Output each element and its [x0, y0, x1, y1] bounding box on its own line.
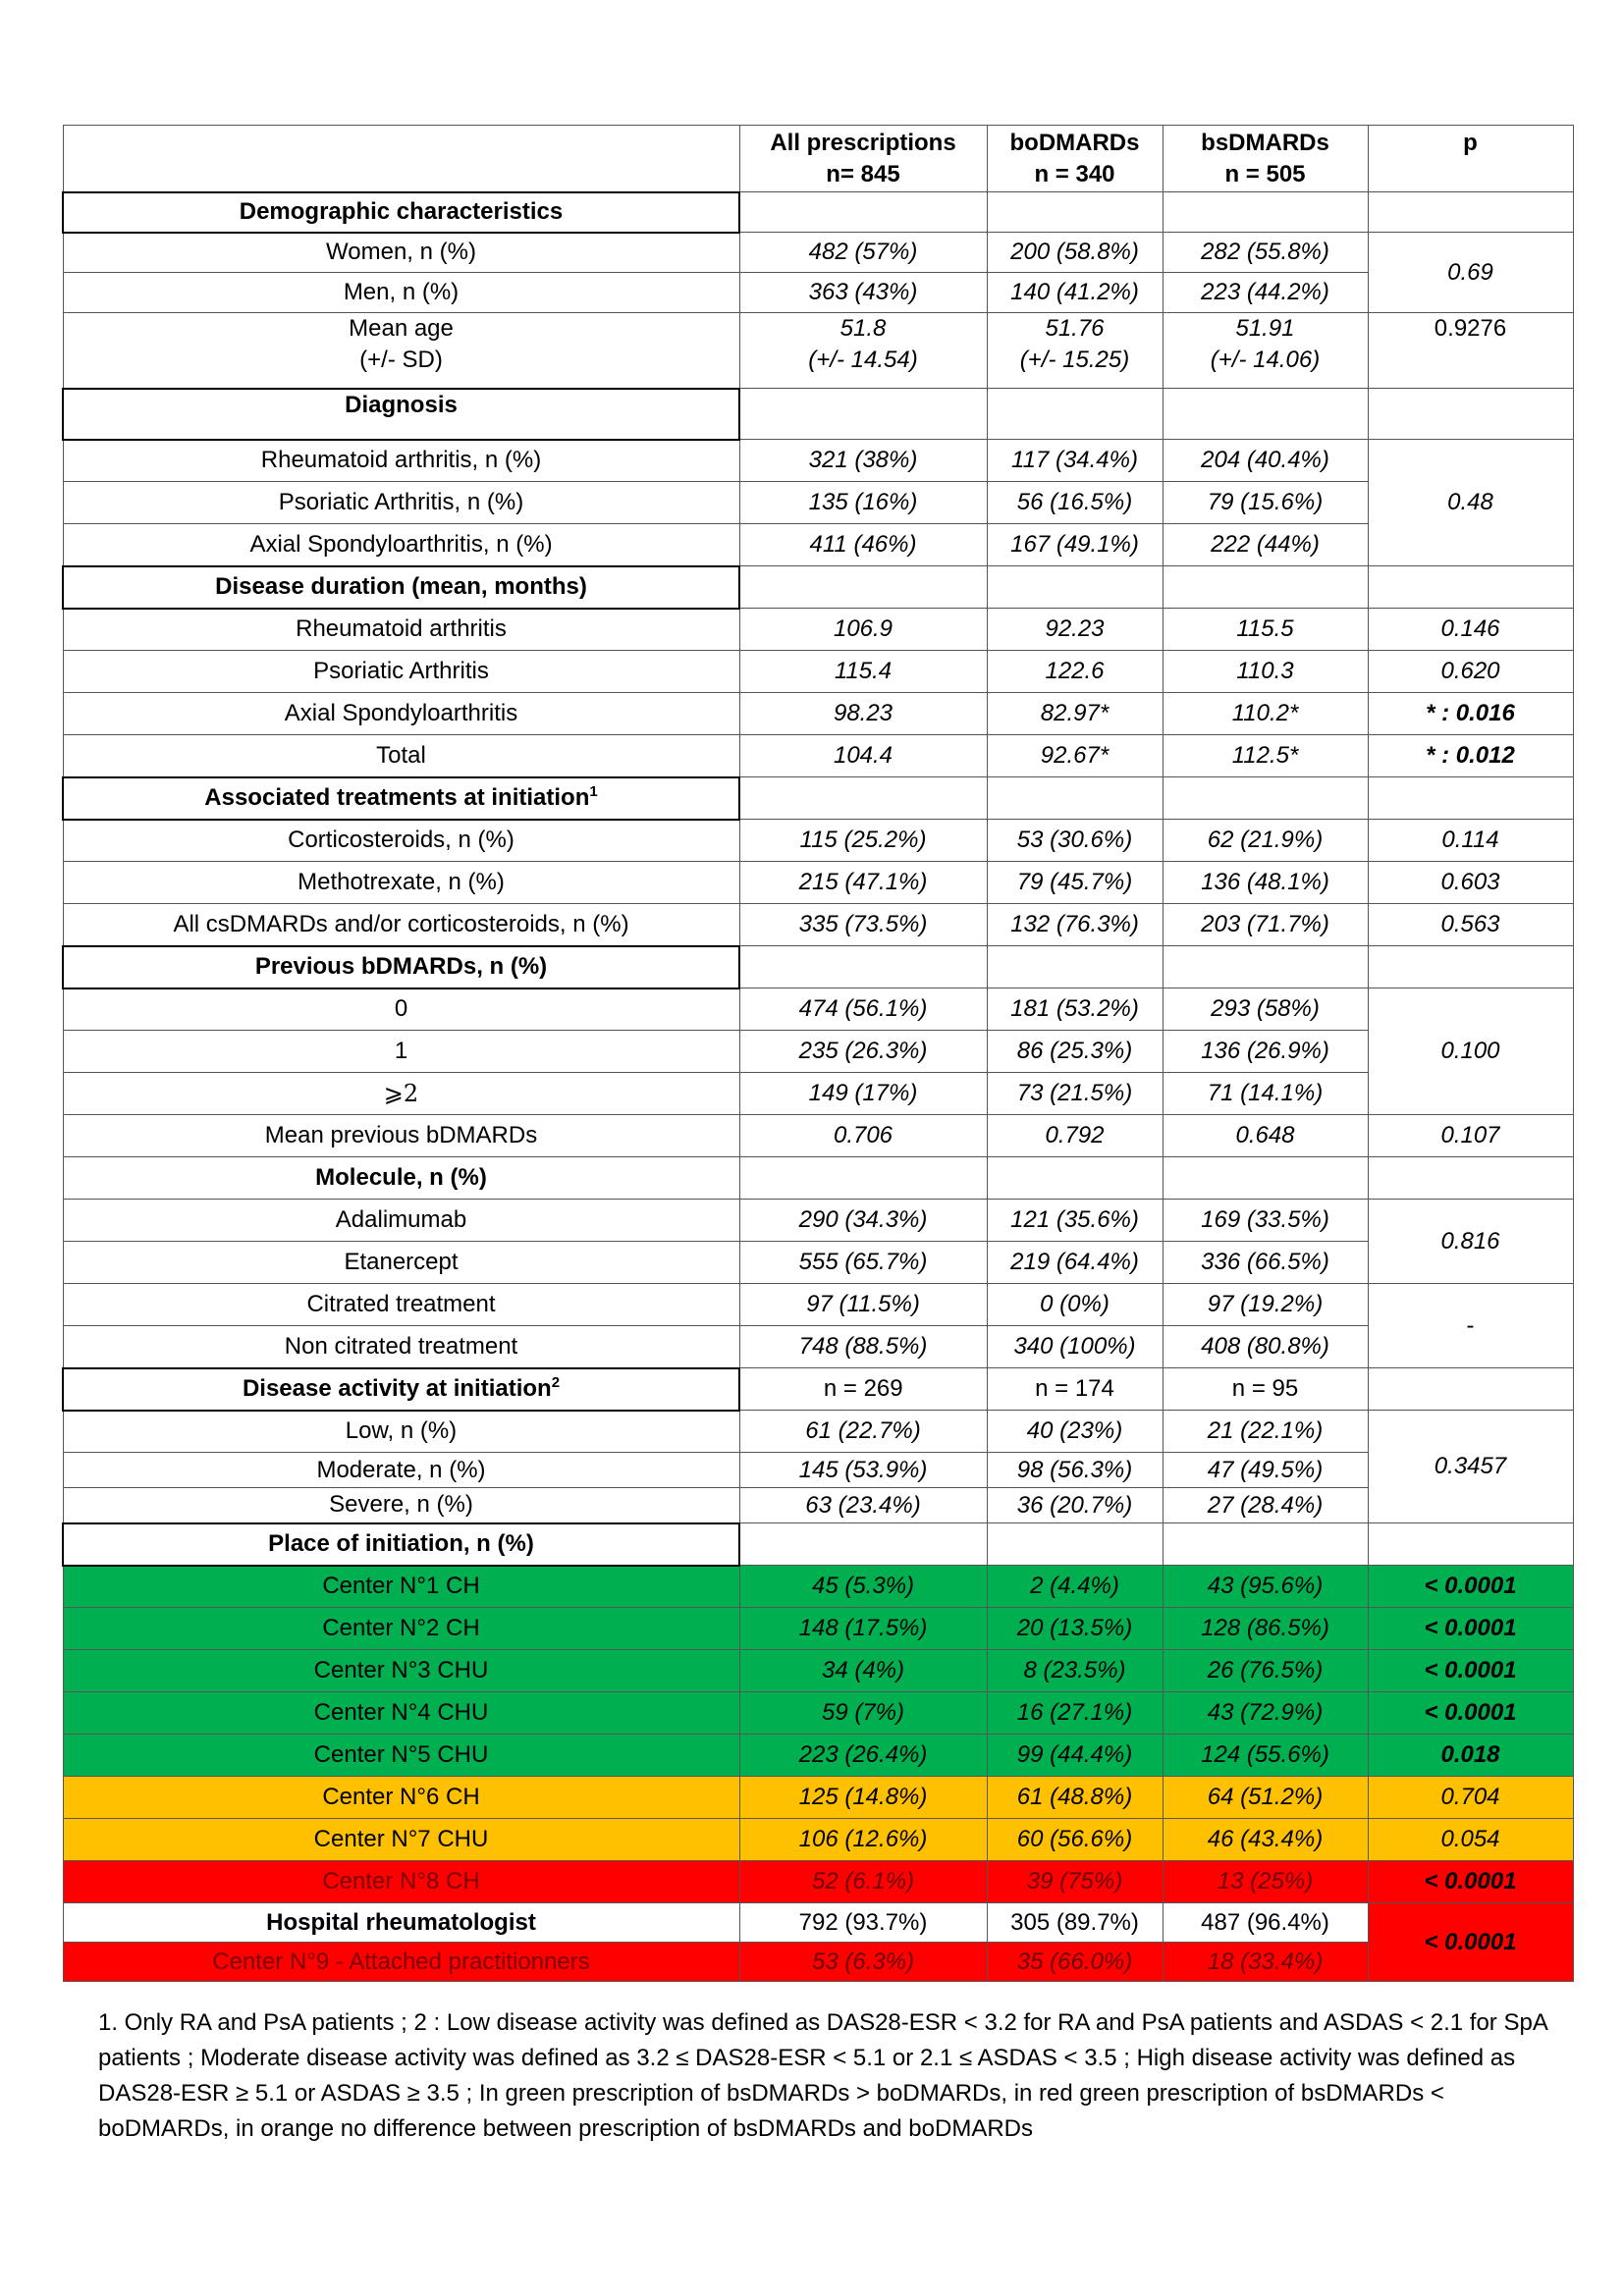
header-bo: boDMARDs n = 340 [987, 126, 1163, 192]
table-row: Axial Spondyloarthritis 98.23 82.97* 110.2* * : 0.016 [63, 693, 1573, 735]
table-row: Women, n (%) 482 (57%) 200 (58.8%) 282 (55.8%) 0.69 [63, 233, 1573, 273]
table-row: Citrated treatment 97 (11.5%) 0 (0%) 97 (19.2%) - [63, 1284, 1573, 1326]
section-demographics: Demographic characteristics [63, 192, 739, 233]
table-row: Men, n (%) 363 (43%) 140 (41.2%) 223 (44.2%) [63, 273, 1573, 313]
table-row: Center N°6 CH 125 (14.8%) 61 (48.8%) 64 (51.2%) 0.704 [63, 1777, 1573, 1819]
table-row: Mean age (+/- SD) 51.8 (+/- 14.54) 51.76 (+/- 15.25) 51.91 (+/- 14.06) 0.9276 [63, 313, 1573, 389]
table-row: Low, n (%) 61 (22.7%) 40 (23%) 21 (22.1%) 0.3457 [63, 1411, 1573, 1453]
table-row: Total 104.4 92.67* 112.5* * : 0.012 [63, 735, 1573, 777]
table-row: Severe, n (%) 63 (23.4%) 36 (20.7%) 27 (28.4%) [63, 1488, 1573, 1523]
table-row: Psoriatic Arthritis 115.4 122.6 110.3 0.620 [63, 651, 1573, 693]
table-row: Center N°3 CHU 34 (4%) 8 (23.5%) 26 (76.5%) < 0.0001 [63, 1650, 1573, 1692]
table-row: Center N°5 CHU 223 (26.4%) 99 (44.4%) 124 (55.6%) 0.018 [63, 1735, 1573, 1777]
table-row: Mean previous bDMARDs 0.706 0.792 0.648 0.107 [63, 1115, 1573, 1157]
section-associated: Associated treatments at initiation$^1$ [63, 777, 739, 820]
table-row: Corticosteroids, n (%) 115 (25.2%) 53 (30.6%) 62 (21.9%) 0.114 [63, 820, 1573, 862]
table-row: Non citrated treatment 748 (88.5%) 340 (100%) 408 (80.8%) [63, 1326, 1573, 1368]
section-duration: Disease duration (mean, months) [63, 566, 739, 609]
header-p: p [1368, 126, 1573, 192]
table-row: Rheumatoid arthritis 106.9 92.23 115.5 0.146 [63, 609, 1573, 651]
header-all: All prescriptions n= 845 [739, 126, 987, 192]
section-previous: Previous bDMARDs, n (%) [63, 946, 739, 988]
table-row: All csDMARDs and/or corticosteroids, n (%) 335 (73.5%) 132 (76.3%) 203 (71.7%) 0.563 [63, 904, 1573, 946]
section-diagnosis: Diagnosis [63, 389, 739, 440]
table-row: Hospital rheumatologist 792 (93.7%) 305 (89.7%) 487 (96.4%) < 0.0001 [63, 1903, 1573, 1943]
header-row [63, 126, 1573, 192]
table-row: ⩾2 149 (17%) 73 (21.5%) 71 (14.1%) [63, 1073, 1573, 1115]
table-row: Center N°7 CHU 106 (12.6%) 60 (56.6%) 46 (43.4%) 0.054 [63, 1819, 1573, 1861]
table-row: Center N°2 CH 148 (17.5%) 20 (13.5%) 128 (86.5%) < 0.0001 [63, 1608, 1573, 1650]
table-row: Methotrexate, n (%) 215 (47.1%) 79 (45.7%) 136 (48.1%) 0.603 [63, 862, 1573, 904]
table-row: 0 474 (56.1%) 181 (53.2%) 293 (58%) 0.100 [63, 988, 1573, 1031]
section-activity: Disease activity at initiation$^2$ [63, 1368, 739, 1411]
section-molecule: Molecule, n (%) [63, 1157, 739, 1200]
header-blank [63, 126, 739, 192]
table-row: Rheumatoid arthritis, n (%) 321 (38%) 117 (34.4%) 204 (40.4%) 0.48 [63, 440, 1573, 482]
table-row: Center N°9 - Attached practitionners 53 (6.3%) 35 (66.0%) 18 (33.4%) [63, 1943, 1573, 1982]
table-row: Center N°1 CH 45 (5.3%) 2 (4.4%) 43 (95.6%) < 0.0001 [63, 1566, 1573, 1608]
table-row: Moderate, n (%) 145 (53.9%) 98 (56.3%) 47 (49.5%) [63, 1453, 1573, 1488]
table-footnote: 1. Only RA and PsA patients ; 2 : Low disease activity was defined as DAS28-ESR < 3.2 for RA and PsA patients and ASDAS < 2.1 for SpA patients ; Moderate disease activity was defined as 3.2 ≤ DAS28-ESR < 5.1 or 2.1 ≤ ASDAS < 3.5 ; High disease activity was defined as DAS28-ESR ≥ 5.1 or ASDAS ≥ 3.5 ; In green prescription of bsDMARDs > boDMARDs, in red green prescription of bsDMARDs < boDMARDs, in orange no difference between prescription of bsDMARDs and boDMARDs [98, 2009, 1547, 2142]
table-row: 1 235 (26.3%) 86 (25.3%) 136 (26.9%) [63, 1031, 1573, 1073]
results-table: All prescriptions n= 845 boDMARDs n = 340 bsDMARDs n = 505 p Demographic characteristics Women, n (%) 482 (57%) 200 (58.8%) 282 (55.8%) 0.69 Men, n (%) 363 (43%) 140 (41.2%) 223 (44.2%) Mean age (+/- SD) 51.8 (+/- 14.54) 51.76 (+/- 15.25) 51.91 (+/- 14.06) 0.9276 Diagnosis Rheumatoid arthritis, n (%) 321 (38%) 117 (34.4%) 204 (40.4%) 0.48 Psoriatic Arthritis, n (%) 135 (16%) 56 (16.5%) 79 (15.6%) Axial Spondyloarthritis, n (%) 411 (46%) 167 (49.1%) 222 (44%) Disease duration (mean, months) Rheumatoid arthritis 106.9 92.23 115.5 0.146 Psoriatic Arthritis 115.4 122.6 110.3 0.620 Axial Spondyloarthritis 98.23 82.97* 110.2* * : 0.016 Total 104.4 92.67* 112.5* * : 0.012 Associated treatments at initiation$^1$ Corticosteroids, n (%) 115 (25.2%) 53 (30.6%) 62 (21.9%) 0.114 Methotrexate, n (%) 215 (47.1%) 79 (45.7%) 136 (48.1%) 0.603 All csDMARDs and/or corticosteroids, n (%) 335 (73.5%) 132 (76.3%) 203 (71.7%) 0.563 Previous bDMARDs, n (%) 0 474 (56.1%) 181 (53.2%) 293 (58%) 0.100 1 235 (26.3%) 86 (25.3%) 136 (26.9%) ⩾2 149 (17%) 73 (21.5%) 71 (14.1%) Mean previous bDMARDs 0.706 0.792 0.648 0.107 Molecule, n (%) Adalimumab 290 (34.3%) 121 (35.6%) 169 (33.5%) 0.816 Etanercept 555 (65.7%) 219 (64.4%) 336 (66.5%) Citrated treatment 97 (11.5%) 0 (0%) 97 (19.2%) - Non citrated treatment 748 (88.5%) 340 (100%) 408 (80.8%) Disease activity at initiation$^2$ n = 269 n = 174 n = 95 Low, n (%) 61 (22.7%) 40 (23%) 21 (22.1%) 0.3457 Moderate, n (%) 145 (53.9%) 98 (56.3%) 47 (49.5%) Severe, n (%) 63 (23.4%) 36 (20.7%) 27 (28.4%) Place of initiation, n (%) Center N°1 CH 45 (5.3%) 2 (4.4%) 43 (95.6%) < 0.0001 Center N°2 CH 148 (17.5%) 20 (13.5%) 128 (86.5%) < 0.0001 Center N°3 CHU 34 (4%) 8 (23.5%) 26 (76.5%) < 0.0001 Center N°4 CHU 59 (7%) 16 (27.1%) 43 (72.9%) < 0.0001 Center N°5 CHU 223 (26.4%) 99 (44.4%) 124 (55.6%) 0.018 Center N°6 CH 125 (14.8%) 61 (48.8%) 64 (51.2%) 0.704 Center N°7 CHU 106 (12.6%) 60 (56.6%) 46 (43.4%) 0.054 Center N°8 CH 52 (6.1%) 39 (75%) 13 (25%) < 0.0001 Hospital rheumatologist 792 (93.7%) 305 (89.7%) 487 (96.4%) < 0.0001 Center N°9 - Attached practitionners 53 (6.3%) 35 (66.0%) 18 (33.4%) [62, 125, 1574, 1982]
table-row: Adalimumab 290 (34.3%) 121 (35.6%) 169 (33.5%) 0.816 [63, 1200, 1573, 1242]
table-row: Psoriatic Arthritis, n (%) 135 (16%) 56 (16.5%) 79 (15.6%) [63, 482, 1573, 524]
header-bs: bsDMARDs n = 505 [1163, 126, 1368, 192]
table-row: Center N°8 CH 52 (6.1%) 39 (75%) 13 (25%) < 0.0001 [63, 1861, 1573, 1903]
table-row: Axial Spondyloarthritis, n (%) 411 (46%) 167 (49.1%) 222 (44%) [63, 524, 1573, 566]
table-row: Etanercept 555 (65.7%) 219 (64.4%) 336 (66.5%) [63, 1242, 1573, 1284]
section-place: Place of initiation, n (%) [63, 1523, 739, 1566]
table-row: Center N°4 CHU 59 (7%) 16 (27.1%) 43 (72.9%) < 0.0001 [63, 1692, 1573, 1735]
